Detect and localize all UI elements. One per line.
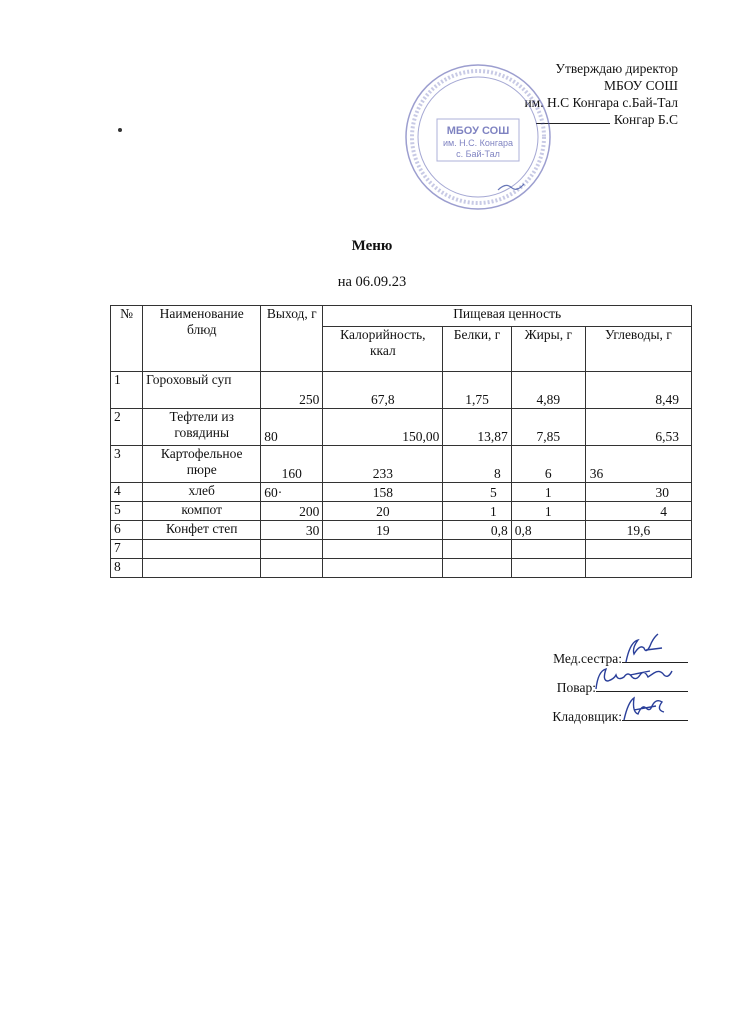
cell-fat [511, 540, 585, 559]
cell-calories: 233 [323, 446, 443, 483]
cell-output [261, 540, 323, 559]
table-row [111, 521, 692, 540]
cell-calories: 20 [323, 502, 443, 521]
cell-carbs: 8,49 [585, 372, 691, 409]
cell-carbs: 19,6 [585, 521, 691, 540]
menu-table [110, 305, 692, 578]
cell-calories: 150,00 [323, 409, 443, 446]
cell-fat [511, 559, 585, 578]
cell-dish-name: Конфет степ [143, 521, 261, 540]
cell-output: 250 [261, 372, 323, 409]
cell-protein: 0,8 [443, 521, 511, 540]
header-protein: Белки, г [443, 327, 511, 372]
cell-calories: 67,8 [323, 372, 443, 409]
cell-num: 5 [111, 502, 143, 521]
table-row [111, 409, 692, 446]
header-dish-name: Наименование блюд [143, 306, 261, 372]
cell-calories: 158 [323, 483, 443, 502]
approval-line-1: Утверждаю директор [555, 61, 678, 76]
cell-carbs [585, 540, 691, 559]
approval-line-4: Конгар Б.С [613, 112, 678, 127]
cell-num: 8 [111, 559, 143, 578]
cell-protein: 5 [443, 483, 511, 502]
menu-title: Меню [351, 238, 393, 254]
cell-output: 160 [261, 446, 323, 483]
stamp-text-3: с. Бай-Тал [456, 149, 500, 159]
cell-fat: 7,85 [511, 409, 585, 446]
cell-protein [443, 540, 511, 559]
cook-label: Повар: [556, 680, 596, 695]
cell-output: 60· [261, 483, 323, 502]
cell-dish-name: Тефтели из говядины [143, 409, 261, 446]
cell-output: 80 [261, 409, 323, 446]
cell-calories [323, 559, 443, 578]
stamp-text-2: им. Н.С. Конгара [442, 138, 514, 148]
cell-output: 200 [261, 502, 323, 521]
storekeeper-label: Кладовщик: [552, 709, 622, 724]
cell-protein: 1 [443, 502, 511, 521]
cell-protein: 13,87 [443, 409, 511, 446]
header-fat: Жиры, г [511, 327, 585, 372]
table-row [111, 540, 692, 559]
header-calories: Калорийность, ккал [323, 327, 443, 372]
header-nutrition: Пищевая ценность [323, 306, 692, 327]
cell-carbs: 4 [585, 502, 691, 521]
cell-fat: 0,8 [511, 521, 585, 540]
cell-num: 4 [111, 483, 143, 502]
table-row [111, 483, 692, 502]
scan-speck [118, 128, 122, 132]
header-output: Выход, г [261, 306, 323, 372]
cell-num: 3 [111, 446, 143, 483]
table-row [111, 502, 692, 521]
cell-num: 7 [111, 540, 143, 559]
cell-carbs: 36 [585, 446, 691, 483]
menu-date: на 06.09.23 [337, 274, 407, 290]
cell-num: 6 [111, 521, 143, 540]
table-row [111, 446, 692, 483]
school-stamp [403, 62, 553, 212]
cell-fat: 4,89 [511, 372, 585, 409]
cell-num: 2 [111, 409, 143, 446]
stamp-text-1: МБОУ СОШ [446, 125, 510, 137]
cell-fat: 1 [511, 502, 585, 521]
cell-output: 30 [261, 521, 323, 540]
nurse-label: Мед.сестра: [553, 651, 622, 666]
cell-num: 1 [111, 372, 143, 409]
cell-dish-name: хлеб [143, 483, 261, 502]
header-num: № [111, 306, 143, 372]
storekeeper-signature-line [622, 706, 688, 721]
table-row [111, 559, 692, 578]
signatures-block [428, 648, 688, 727]
cell-carbs: 30 [585, 483, 691, 502]
cell-output [261, 559, 323, 578]
cell-calories [323, 540, 443, 559]
cell-fat: 6 [511, 446, 585, 483]
cell-dish-name [143, 559, 261, 578]
cell-dish-name: Гороховый суп [143, 372, 261, 409]
storekeeper-signature-row [428, 706, 688, 727]
cell-protein: 8 [443, 446, 511, 483]
cell-protein: 1,75 [443, 372, 511, 409]
header-carbs: Углеводы, г [585, 327, 691, 372]
cell-dish-name [143, 540, 261, 559]
cell-carbs: 6,53 [585, 409, 691, 446]
cell-dish-name: Картофельное пюре [143, 446, 261, 483]
table-row [111, 372, 692, 409]
storekeeper-signature [616, 690, 676, 724]
cell-fat: 1 [511, 483, 585, 502]
cell-calories: 19 [323, 521, 443, 540]
cell-dish-name: компот [143, 502, 261, 521]
cell-carbs [585, 559, 691, 578]
approval-line-2: МБОУ СОШ [604, 78, 678, 93]
approval-line-3: им. Н.С Конгара с.Бай-Тал [524, 95, 678, 110]
cell-protein [443, 559, 511, 578]
